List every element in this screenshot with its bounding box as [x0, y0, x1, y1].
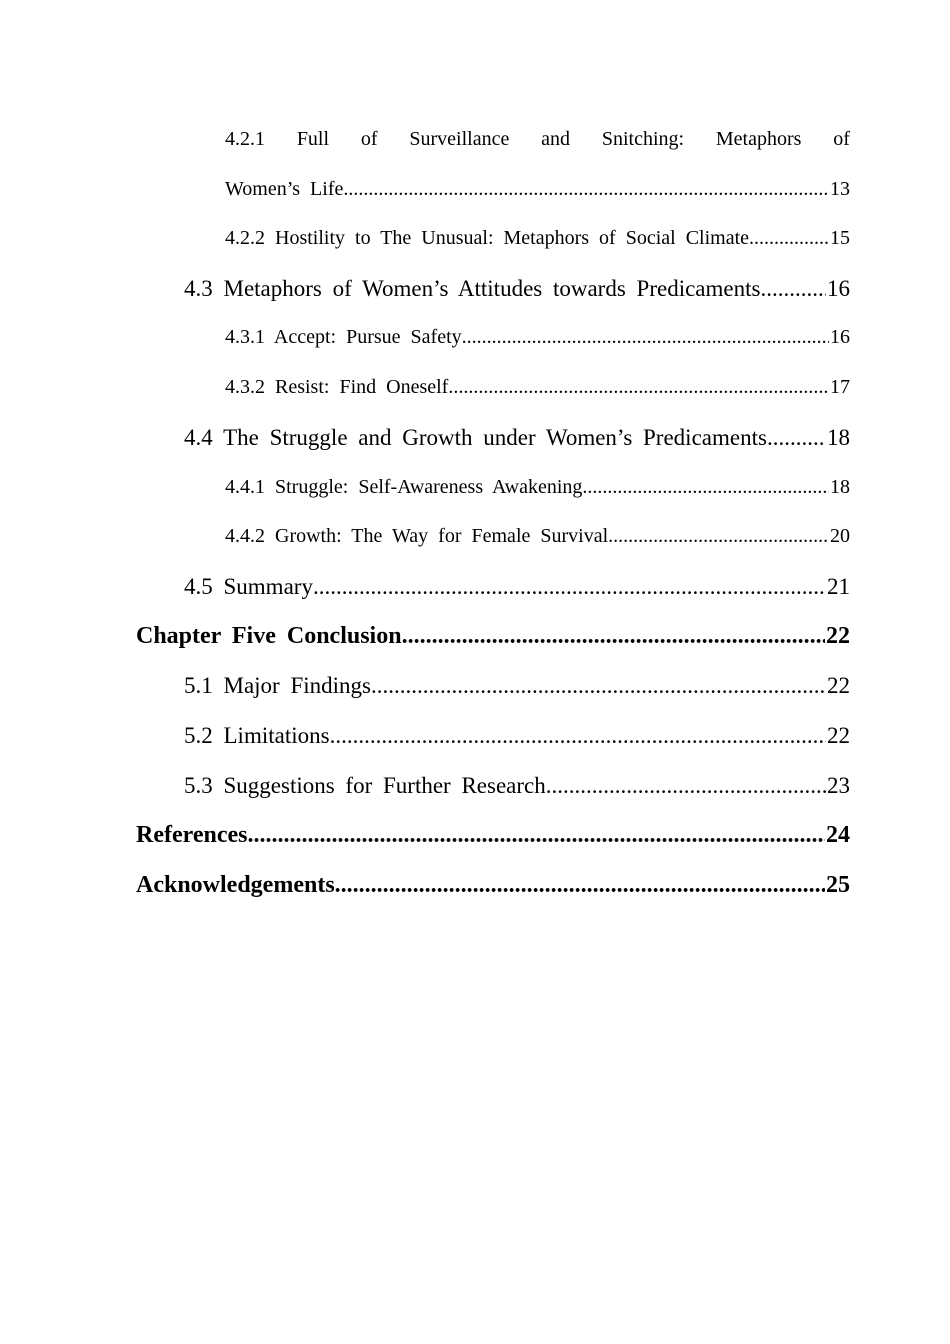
toc-entry-title: 4.3 Metaphors of Women’s Attitudes towards Predicaments	[184, 276, 761, 301]
toc-entry-4-3-1[interactable]	[225, 327, 850, 347]
dot-leader	[343, 179, 829, 199]
toc-entry-title: 4.5 Summary	[184, 574, 313, 599]
toc-page-number: 16	[827, 276, 850, 301]
toc-entry-5-2[interactable]	[184, 724, 850, 747]
toc-entry-title: 4.4.2 Growth: The Way for Female Survival	[225, 525, 609, 547]
toc-entry-title: Women’s Life	[225, 178, 344, 200]
toc-page-number: 22	[826, 623, 850, 649]
toc-entry-title: Chapter Five Conclusion	[136, 623, 402, 649]
toc-entry-4-2-2[interactable]	[225, 228, 850, 248]
toc-entry-chapter-five[interactable]	[136, 624, 850, 648]
toc-page-number: 21	[827, 574, 850, 599]
toc-page-number: 20	[830, 525, 850, 547]
dot-leader	[448, 377, 829, 397]
toc-entry-5-1[interactable]	[184, 674, 850, 697]
toc-page-number: 16	[830, 326, 850, 348]
toc-entry-references[interactable]	[136, 823, 850, 847]
dot-leader	[313, 575, 826, 598]
toc-page-number: 25	[826, 872, 850, 898]
toc-entry-title: 4.3.1 Accept: Pursue Safety	[225, 326, 462, 348]
toc-entry-4-2-1-line1	[225, 129, 850, 149]
toc-page-number: 13	[830, 178, 850, 200]
toc-word: Full	[296, 128, 330, 150]
toc-entry-acknowledgements[interactable]	[136, 873, 850, 897]
dot-leader	[248, 823, 826, 847]
toc-entry-4-4[interactable]	[184, 426, 850, 449]
toc-page-number: 18	[830, 476, 850, 498]
dot-leader	[546, 774, 826, 797]
toc-word: 4.2.1	[225, 128, 265, 150]
toc-entry-title: 4.3.2 Resist: Find Oneself	[225, 376, 449, 398]
toc-entry-title: 4.4 The Struggle and Growth under Women’s Predicaments	[184, 425, 767, 450]
dot-leader	[760, 277, 826, 300]
toc-entry-title: 4.4.1 Struggle: Self-Awareness Awakening	[225, 476, 583, 498]
toc-entry-title: 4.2.2 Hostility to The Unusual: Metaphors of Social Climate	[225, 227, 750, 249]
toc-page-number: 17	[830, 376, 850, 398]
toc-entry-title: References	[136, 822, 248, 848]
toc-page-number: 22	[827, 723, 850, 748]
dot-leader	[335, 873, 825, 897]
dot-leader	[371, 674, 826, 697]
toc-word: Metaphors	[715, 128, 802, 150]
toc-page-number: 18	[827, 425, 850, 450]
toc-entry-4-2-1-line2[interactable]	[225, 179, 850, 199]
dot-leader	[749, 228, 829, 248]
toc-word: and	[541, 128, 571, 150]
toc-page-number: 22	[827, 673, 850, 698]
toc-word: of	[833, 128, 850, 150]
toc-entry-5-3[interactable]	[184, 774, 850, 797]
toc-entry-4-4-2[interactable]	[225, 526, 850, 546]
toc-entry-4-5[interactable]	[184, 575, 850, 598]
dot-leader	[462, 327, 829, 347]
toc-page-number: 23	[827, 773, 850, 798]
toc-entry-4-3-2[interactable]	[225, 377, 850, 397]
toc-entry-4-3[interactable]	[184, 277, 850, 300]
toc-entry-title: 5.3 Suggestions for Further Research	[184, 773, 546, 798]
dot-leader	[608, 526, 829, 546]
toc-page-number: 15	[830, 227, 850, 249]
toc-word: of	[360, 128, 378, 150]
toc-entry-title: 5.2 Limitations	[184, 723, 330, 748]
dot-leader	[330, 724, 826, 747]
toc-page-number: 24	[826, 822, 850, 848]
toc-entry-4-4-1[interactable]	[225, 477, 850, 497]
dot-leader	[767, 426, 826, 449]
dot-leader	[582, 477, 829, 497]
toc-entry-title: 5.1 Major Findings	[184, 673, 371, 698]
toc-word: Surveillance	[409, 128, 510, 150]
toc-word: Snitching:	[601, 128, 685, 150]
dot-leader	[402, 624, 825, 648]
toc-entry-title: Acknowledgements	[136, 872, 335, 898]
